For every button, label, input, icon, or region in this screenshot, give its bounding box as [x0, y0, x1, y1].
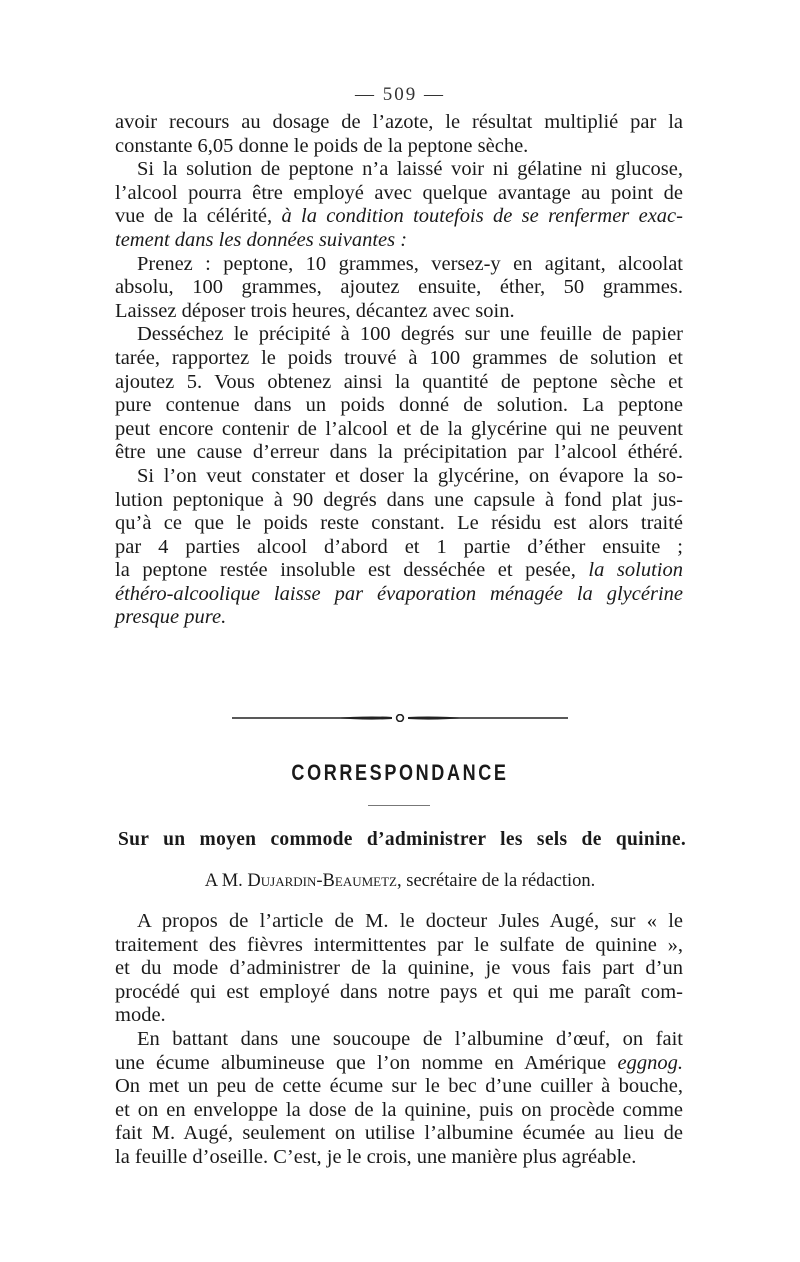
- text-line: par 4 parties alcool d’abord et 1 partie d’éther ensuite ;: [115, 535, 683, 558]
- text-line: Si la solution de peptone n’a laissé voir ni gélatine ni glucose,: [137, 158, 683, 181]
- text-line: constante 6,05 donne le poids de la peptone sèche.: [115, 134, 529, 157]
- text-line: traitement des fièvres intermittentes par le sulfate de quinine »,: [115, 933, 683, 956]
- text-line: absolu, 100 grammes, ajoutez ensuite, éther, 50 grammes.: [115, 276, 683, 299]
- text-line: et du mode d’administrer de la quinine, je vous fais part d’un: [115, 957, 683, 980]
- addressee-suffix: , secrétaire de la rédaction.: [397, 871, 596, 891]
- text-line: A propos de l’article de M. le docteur Jules Augé, sur « le: [137, 910, 683, 932]
- text-line: presque pure.: [115, 606, 227, 629]
- text-line: procédé qui est employé dans notre pays et qui me paraît com-: [115, 980, 683, 1003]
- section-heading: CORRESPONDANCE: [291, 760, 509, 785]
- text-line: l’alcool pourra être employé avec quelque avantage au point de: [115, 181, 683, 204]
- text-fragment: la peptone restée insoluble est desséchée et pesée,: [115, 559, 589, 582]
- addressee-line: [0, 871, 800, 892]
- text-fragment: vue de la célérité,: [115, 205, 282, 228]
- text-block-top: [115, 111, 683, 630]
- page-number: — 509 —: [355, 84, 445, 105]
- text-line: éthéro-alcoolique laisse par évaporation ménagée la glycérine: [115, 582, 683, 605]
- text-line: la feuille d’oseille. C’est, je le crois, une manière plus agréable.: [115, 1145, 637, 1168]
- text-line-mixed: [115, 1052, 683, 1076]
- text-line: Desséchez le précipité à 100 degrés sur une feuille de papier: [137, 323, 683, 346]
- italic-fragment: la solution: [588, 559, 683, 582]
- text-line: avoir recours au dosage de l’azote, le résultat multiplié par la: [115, 111, 683, 133]
- text-line: fait M. Augé, seulement on utilise l’albumine écumée au lieu de: [115, 1122, 683, 1145]
- text-block-bottom: [115, 910, 683, 1170]
- text-line: ajoutez 5. Vous obtenez ainsi la quantité de peptone sèche et: [115, 370, 683, 393]
- text-line: tarée, rapportez le poids trouvé à 100 grammes de solution et: [115, 346, 683, 369]
- fleuron-ornament: [232, 714, 568, 722]
- text-line: lution peptonique à 90 degrés dans une capsule à fond plat jus-: [115, 488, 683, 511]
- text-line: Si l’on veut constater et doser la glycérine, on évapore la so-: [137, 464, 683, 487]
- text-line: être une cause d’erreur dans la précipitation par l’alcool éthéré.: [115, 441, 683, 464]
- text-line: pure contenue dans un poids donné de solution. La peptone: [115, 394, 683, 417]
- text-line: et on en enveloppe la dose de la quinine, puis on procède comme: [115, 1098, 683, 1121]
- text-line: En battant dans une soucoupe de l’albumine d’œuf, on fait: [137, 1027, 683, 1050]
- text-line: Prenez : peptone, 10 grammes, versez-y en agitant, alcoolat: [137, 252, 683, 275]
- text-fragment: une écume albumineuse que l’on nomme en Amérique: [115, 1051, 618, 1074]
- text-line: On met un peu de cette écume sur le bec d’une cuiller à bouche,: [115, 1075, 683, 1098]
- italic-fragment: eggnog.: [617, 1051, 683, 1074]
- addressee-name: Dujardin-Beaumetz: [247, 871, 397, 891]
- text-line: mode.: [115, 1004, 166, 1027]
- text-line: Laissez déposer trois heures, décantez avec soin.: [115, 299, 515, 322]
- text-line-mixed: [115, 559, 683, 583]
- addressee-prefix: A M.: [204, 871, 248, 891]
- text-line: peut encore contenir de l’alcool et de la glycérine qui ne peuvent: [115, 417, 683, 440]
- italic-fragment: à la condition toutefois de se renfermer exac-: [281, 205, 683, 228]
- text-line-mixed: [115, 205, 683, 229]
- article-title: Sur un moyen commode d’administrer les sels de quinine.: [118, 829, 686, 850]
- text-line: tement dans les données suivantes :: [115, 228, 408, 251]
- text-line: qu’à ce que le poids reste constant. Le résidu est alors traité: [115, 512, 683, 535]
- divider-rule: [368, 805, 430, 806]
